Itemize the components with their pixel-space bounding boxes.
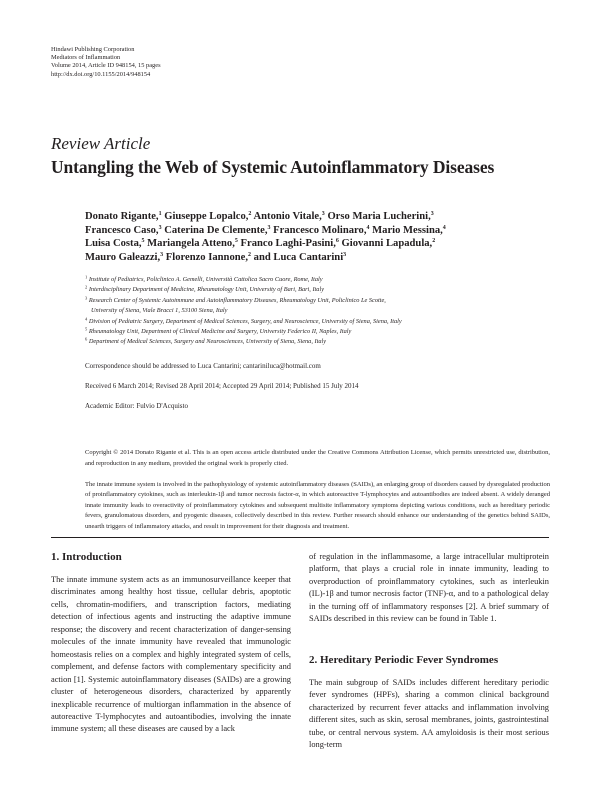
doi-link[interactable]: http://dx.doi.org/10.1155/2014/948154 (51, 70, 151, 78)
author-list (85, 210, 555, 264)
copyright-notice: Copyright © 2014 Donato Rigante et al. This is an open access article distributed under the Creative Commons Attribution License, which permits unrestricted use, distribution, and reproduction in any medium, provided the original work is properly cited. (85, 449, 550, 467)
author: Antonio Vitale,$^3$ (253, 211, 325, 222)
author: Francesco Molinaro,$^4$ (273, 224, 370, 236)
publication-dates: Received 6 March 2014; Revised 28 April 2014; Accepted 29 April 2014; Published 15 July 2014 (85, 382, 359, 390)
correspondence: Correspondence should be addressed to Luca Cantarini; cantariniluca@hotmail.com (85, 362, 321, 370)
author: Florenzo Iannone,$^2$ (165, 251, 251, 263)
introduction-body: The innate immune system acts as an immunosurveillance keeper that discriminates among healthy host tissue, cellular debris, apoptotic cells, chromatin-modifiers, and transcription factors, mediating detection of infectious agents and instructing the adaptive immune response; the discovery and recent characterization of danger-sensing molecules of the innate immunity have revealed that immunologic homeostasis relies on a complex and highly integrated system of cells, complement, and defense factors with complementary specificity and action [1]. Systemic autoinflammatory diseases (SAIDs) are a growing cluster of heterogeneous disorders, characterized by apparently inexplicable recurrence of multiorgan inflammation in the absence of autoreactive T-lymphocytes and autoantibodies, involving the innate immune system; all these diseases are caused by a lack (51, 575, 291, 734)
author-line (85, 251, 555, 265)
affiliation-list (85, 275, 555, 348)
author: Giovanni Lapadula,$^2$ (341, 238, 436, 250)
academic-editor: Academic Editor: Fulvio D'Acquisto (85, 402, 188, 410)
section-heading-periodic-fever: 2. Hereditary Periodic Fever Syndromes (309, 654, 499, 666)
journal-name: Mediators of Inflammation (51, 54, 121, 62)
affiliation: $^6$ Department of Medical Sciences, Surgery and Neurosciences, University of Siena, Siena, Italy (85, 336, 327, 346)
article-title: Untangling the Web of Systemic Autoinflammatory Diseases (51, 157, 495, 177)
author: and Luca Cantarini$^3$ (253, 251, 347, 263)
affiliation: $^3$ Research Center of Systemic Autoimmune and Autoinflammatory Diseases, Rheumatology Unit, Policlinico Le Scotte, (85, 295, 386, 304)
affiliation-continuation: University of Siena, Viale Bracci 1, 53100 Siena, Italy (91, 307, 228, 315)
publisher-name: Hindawi Publishing Corporation (51, 46, 135, 53)
author: Caterina De Clemente,$^3$ (164, 224, 271, 236)
author-line (85, 224, 555, 238)
author: Mariangela Atteno,$^5$ (147, 238, 238, 250)
journal-header (51, 46, 161, 79)
volume-info: Volume 2014, Article ID 948154, 15 pages (51, 62, 161, 70)
article-type: Review Article (51, 134, 151, 153)
section-divider (51, 537, 549, 538)
author: Orso Maria Lucherini,$^3$ (327, 211, 434, 222)
author: Francesco Caso,$^3$ (85, 224, 162, 236)
periodic-fever-body: The main subgroup of SAIDs includes different hereditary periodic fever syndromes (HPFs), sharing a common clinical background characterized by recurrent fever attacks and inflammation involving different sites, such as skin, serosal membranes, joints, gastrointestinal tube, or central nervous system. AA amyloidosis is their most serious long-term (309, 678, 549, 750)
author-line (85, 210, 555, 224)
author: Donato Rigante,$^1$ (85, 211, 162, 222)
affiliation: $^1$ Institute of Pediatrics, Policlinico A. Gemelli, Università Cattolica Sacro Cuore, Rome, Italy (85, 274, 323, 283)
abstract: The innate immune system is involved in the pathophysiology of systemic autoinflammatory diseases (SAIDs), an enlarging group of disorders caused by dysregulated production of proinflammatory cytokines, such as interleukin-1β and tumor necrosis factor-α, in which autoreactive T-lymphocytes and autoantibodies are indeed absent. A widely deranged innate immunity leads to overactivity of proinflammatory cytokines and subsequent multisite inflammatory symptoms depicting various conditions, such as hereditary periodic fevers, granulomatous disorders, and pyogenic diseases, collectively described in this review. Further research should enhance our understanding of the genetics behind SAIDs, unearth triggers of inflammatory attacks, and result in improvement for their diagnosis and treatment. (85, 481, 550, 530)
affiliation: $^5$ Rheumatology Unit, Department of Clinical Medicine and Surgery, University Federico II, Naples, Italy (85, 326, 352, 336)
affiliation: $^2$ Interdisciplinary Department of Medicine, Rheumatology Unit, University of Bari, Bari, Italy (85, 284, 324, 294)
section-heading-introduction: 1. Introduction (51, 551, 122, 563)
author: Mauro Galeazzi,$^3$ (85, 251, 164, 263)
author-line (85, 237, 555, 251)
introduction-continued: of regulation in the inflammasome, a large intracellular multiprotein platform, that plays a crucial role in innate immunity, leading to overproduction of proinflammatory cytokines, such as interleukin (IL)-1β and tumor necrosis factor (TNF)-α, and to a pathological delay in the turning off of inflammatory responses [2]. A brief summary of SAIDs described in this review can be found in Table 1. (309, 552, 549, 624)
author: Mario Messina,$^4$ (372, 224, 446, 236)
author: Luisa Costa,$^5$ (85, 238, 145, 250)
author: Giuseppe Lopalco,$^2$ (164, 211, 252, 222)
affiliation: $^4$ Division of Pediatric Surgery, Department of Medical Sciences, Surgery, and Neuroscience, University of Siena, Siena, Italy (85, 316, 402, 325)
author: Franco Laghi-Pasini,$^6$ (240, 238, 339, 250)
